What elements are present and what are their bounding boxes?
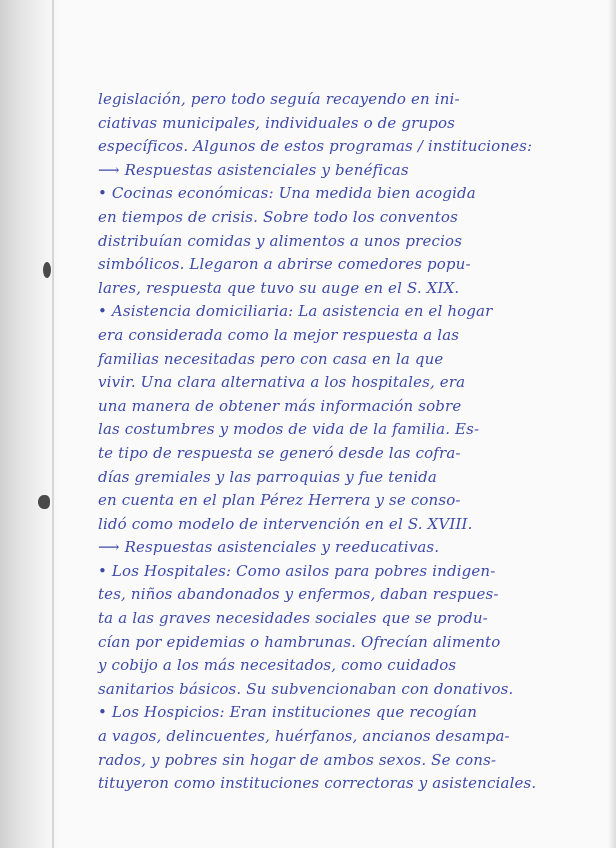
text-line: ta a las graves necesidades sociales que se produ- [98,609,488,628]
text-line: tituyeron como instituciones correctoras y asistenciales. [98,774,537,793]
text-line: • Cocinas económicas: Una medida bien acogida [98,184,476,203]
text-line: • Asistencia domiciliaria: La asistencia en el hogar [98,302,493,321]
text-line: ⟶ Respuestas asistenciales y benéficas [98,160,409,179]
page-fold-line [52,0,54,848]
text-line: • Los Hospitales: Como asilos para pobres indigen- [98,561,496,580]
text-line: te tipo de respuesta se generó desde las cofra- [98,443,461,462]
text-line: vivir. Una clara alternativa a los hospitales, era [98,373,466,392]
text-line: lares, respuesta que tuvo su auge en el S. XIX. [98,278,460,297]
binder-hole-bottom [38,495,50,509]
text-line: las costumbres y modos de vida de la familia. Es- [98,420,480,439]
text-line: • Los Hospicios: Eran instituciones que recogían [98,703,478,722]
text-line: tes, niños abandonados y enfermos, daban respues- [98,585,499,604]
page-right-edge [608,0,616,848]
binder-hole-top [43,262,51,278]
text-line: en cuenta en el plan Pérez Herrera y se conso- [98,491,461,510]
page-binding-shadow [0,0,60,848]
text-line: legislación, pero todo seguía recayendo en ini- [98,90,460,108]
text-line: y cobijo a los más necesitados, como cuidados [98,656,457,675]
text-line: cían por epidemias o hambrunas. Ofrecían alimento [98,632,501,651]
text-line: ciativas municipales, individuales o de grupos [98,113,456,132]
text-line: distribuían comidas y alimentos a unos precios [98,231,463,250]
text-line: días gremiales y las parroquias y fue tenida [98,467,438,486]
text-line: lidó como modelo de intervención en el S. XVIII. [98,514,473,533]
text-line: una manera de obtener más información sobre [98,396,462,415]
text-line: simbólicos. Llegaron a abrirse comedores popu- [98,255,471,274]
text-line: ⟶ Respuestas asistenciales y reeducativas. [98,538,440,557]
text-line: en tiempos de crisis. Sobre todo los conventos [98,207,458,226]
text-line: era considerada como la mejor respuesta a las [98,325,460,344]
text-line: rados, y pobres sin hogar de ambos sexos. Se cons- [98,750,497,769]
text-line: sanitarios básicos. Su subvencionaban con donativos. [98,679,514,698]
text-line: específicos. Algunos de estos programas / instituciones: [98,137,533,156]
text-line: a vagos, delincuentes, huérfanos, ancianos desampa- [98,727,510,746]
text-line: familias necesitadas pero con casa en la que [98,349,444,368]
handwritten-text [98,88,568,796]
